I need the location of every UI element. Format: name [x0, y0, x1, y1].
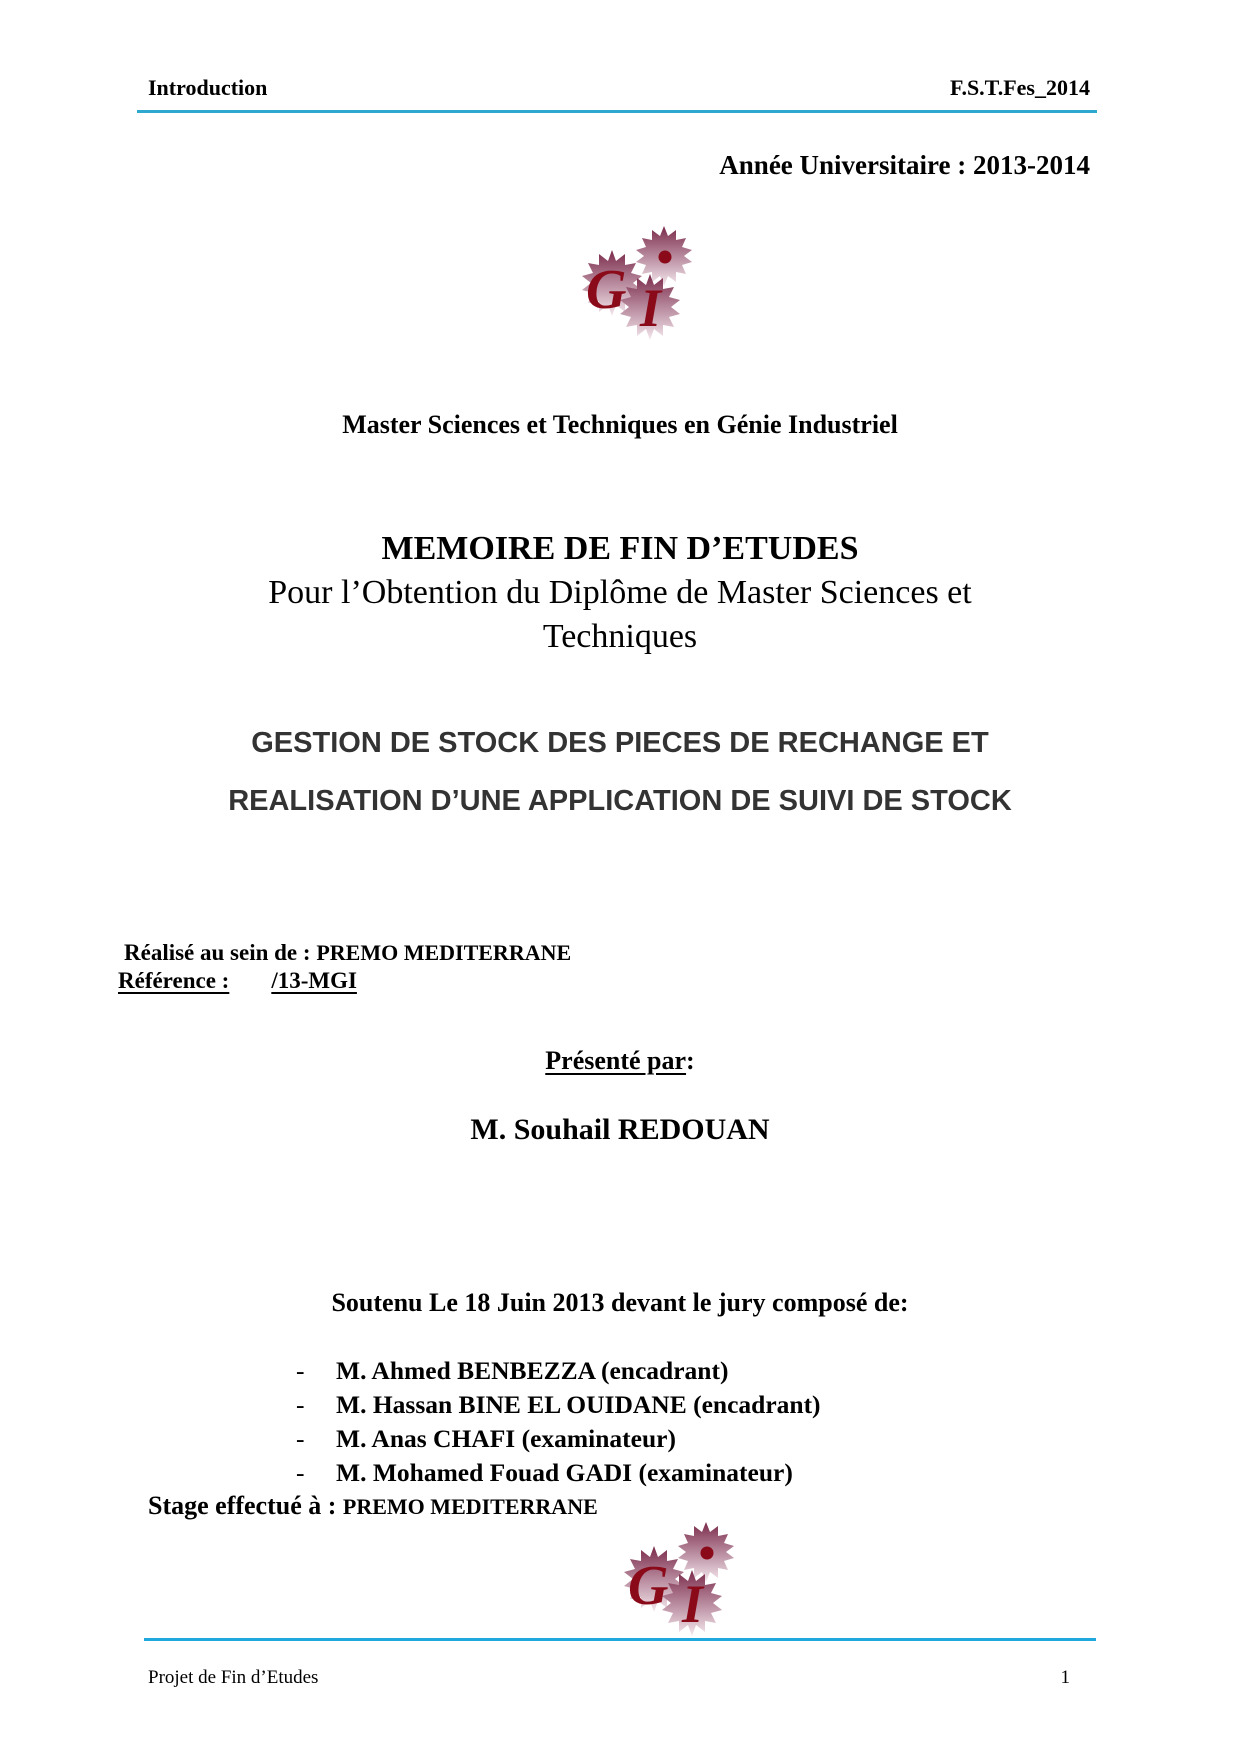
presented-by-line [0, 1046, 1240, 1076]
program-name: Master Sciences et Techniques en Génie Industriel [342, 410, 898, 439]
jury-member: - M. Ahmed BENBEZZA (encadrant) [296, 1356, 729, 1385]
jury-member: - M. Mohamed Fouad GADI (examinateur) [296, 1458, 793, 1487]
jury-member-text: M. Mohamed Fouad GADI (examinateur) [336, 1458, 793, 1487]
memoire-subtitle-line2: Techniques [542, 618, 698, 655]
defense-statement: Soutenu Le 18 Juin 2013 devant le jury composé de: [331, 1288, 909, 1317]
gi-gear-logo-icon [614, 1522, 742, 1637]
svg-text:I: I [640, 278, 662, 338]
student-name: M. Souhail REDOUAN [470, 1113, 770, 1146]
thesis-title-line1: GESTION DE STOCK DES PIECES DE RECHANGE ET [251, 727, 989, 759]
footer-rule [144, 1638, 1096, 1641]
page-number: 1 [1060, 1667, 1070, 1688]
presented-by-colon: : [686, 1046, 695, 1075]
jury-member-text: M. Anas CHAFI (examinateur) [336, 1424, 676, 1453]
memoire-title: MEMOIRE DE FIN D’ETUDES [381, 530, 859, 567]
header-institution: F.S.T.Fes_2014 [950, 75, 1090, 100]
header-section-title: Introduction [148, 75, 268, 100]
reference-value: /13-MGI [271, 968, 357, 993]
realise-line [124, 940, 571, 966]
realise-company: PREMO MEDITERRANE [316, 940, 572, 965]
thesis-title-line2: REALISATION D’UNE APPLICATION DE SUIVI DE STOCK [228, 785, 1012, 817]
stage-company: PREMO MEDITERRANE [342, 1494, 598, 1519]
stage-line [148, 1491, 598, 1521]
svg-text:G: G [628, 1555, 669, 1617]
presented-by-label: Présenté par [545, 1046, 687, 1075]
jury-member: - M. Anas CHAFI (examinateur) [296, 1424, 676, 1453]
reference-label: Référence : [118, 968, 230, 993]
realise-label: Réalisé au sein de : [124, 940, 317, 965]
memoire-subtitle-line1: Pour l’Obtention du Diplôme de Master Sciences et [268, 574, 972, 611]
stage-label: Stage effectué à : [148, 1491, 343, 1520]
svg-text:I: I [682, 1574, 704, 1634]
header-rule [137, 110, 1097, 113]
jury-member-text: M. Hassan BINE EL OUIDANE (encadrant) [336, 1390, 821, 1419]
footer-text: Projet de Fin d’Etudes [148, 1667, 319, 1688]
jury-member: - M. Hassan BINE EL OUIDANE (encadrant) [296, 1390, 821, 1419]
reference-line [118, 968, 357, 994]
academic-year: Année Universitaire : 2013-2014 [719, 150, 1090, 180]
gi-gear-logo-icon [572, 226, 700, 341]
jury-member-text: M. Ahmed BENBEZZA (encadrant) [336, 1356, 729, 1385]
svg-text:G: G [586, 259, 627, 321]
